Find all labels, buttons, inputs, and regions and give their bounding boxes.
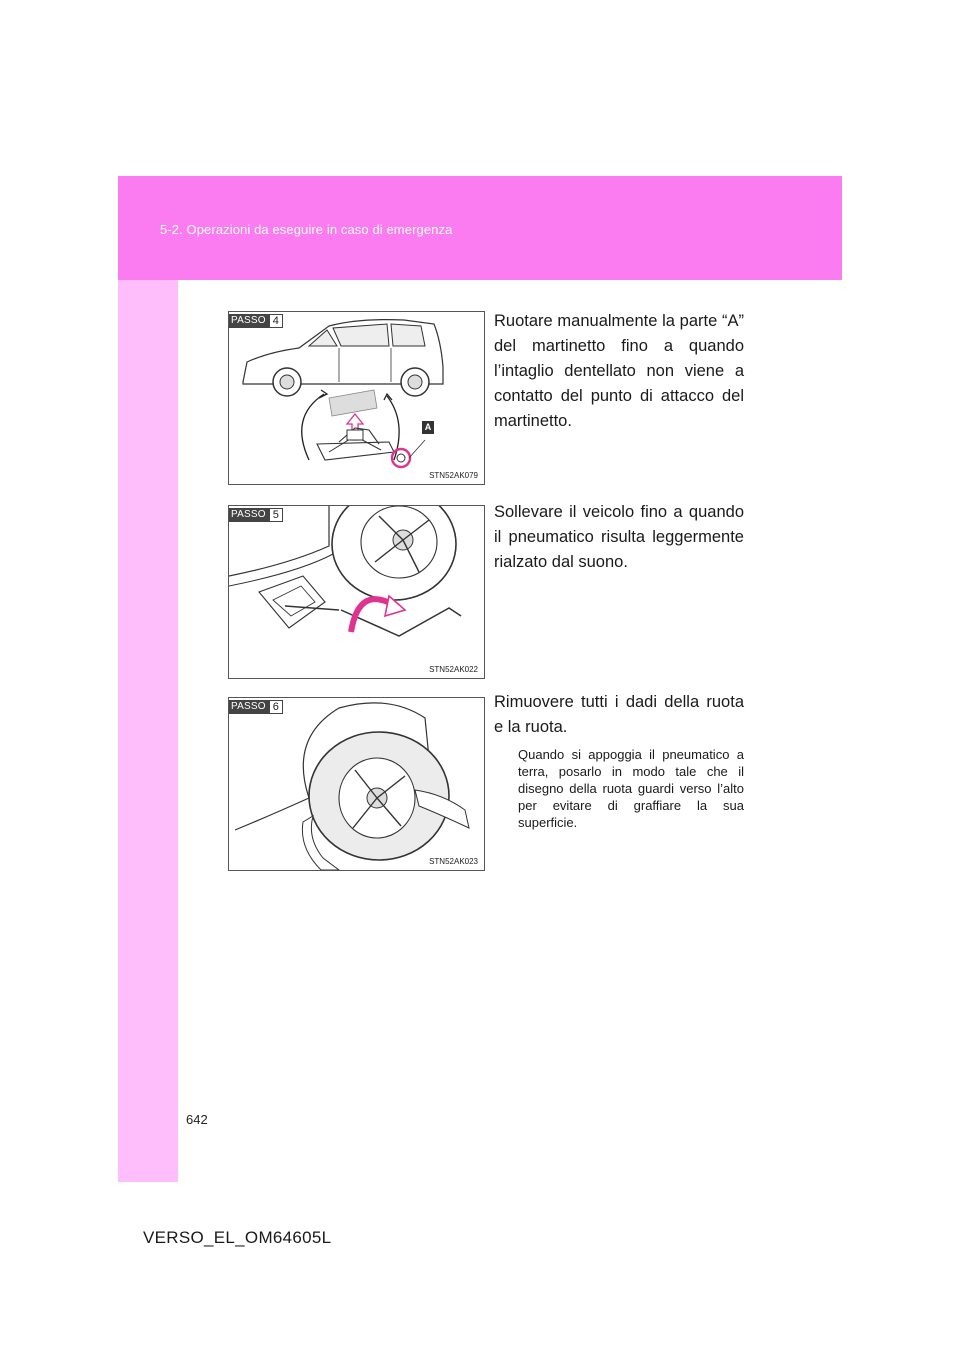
illustration-wheel-removal-illustration — [229, 698, 484, 870]
section-title: 5-2. Operazioni da eseguire in caso di emergenza — [160, 222, 453, 237]
step-number: 5 — [269, 508, 283, 522]
illustration-car-jack-illustration — [229, 312, 484, 484]
side-margin-bar — [118, 280, 178, 1182]
figure-code: STN52AK079 — [429, 471, 478, 480]
step-badge — [229, 314, 283, 328]
step-badge — [229, 508, 283, 522]
document-code: VERSO_EL_OM64605L — [143, 1228, 332, 1247]
step-6-note: Quando si appoggia il pneumatico a terra, posarlo in modo tale che il disegno della ruota guardi verso l’alto per evitare di graffiare la sua superficie. — [518, 747, 744, 830]
figure-code: STN52AK022 — [429, 665, 478, 674]
illustration-jack-lifting-illustration — [229, 506, 484, 678]
step-number: 4 — [269, 314, 283, 328]
figure-step-5 — [228, 505, 485, 679]
page-number: 642 — [186, 1112, 208, 1127]
step-4-instruction: Ruotare manualmente la parte “A” del martinetto fino a quando l’intaglio dentellato non viene a contatto del punto di attacco del martinetto. — [494, 312, 744, 430]
step-number: 6 — [269, 700, 283, 714]
step-6-instruction: Rimuovere tutti i dadi della ruota e la ruota. — [494, 693, 744, 736]
step-label: PASSO — [229, 508, 269, 522]
figure-step-6 — [228, 697, 485, 871]
callout-a-label: A — [422, 421, 434, 434]
figure-code: STN52AK023 — [429, 857, 478, 866]
figure-step-4 — [228, 311, 485, 485]
step-5-instruction: Sollevare il veicolo fino a quando il pneumatico risulta leggermente rialzato dal suono. — [494, 503, 744, 571]
step-label: PASSO — [229, 700, 269, 714]
step-label: PASSO — [229, 314, 269, 328]
step-badge — [229, 700, 283, 714]
